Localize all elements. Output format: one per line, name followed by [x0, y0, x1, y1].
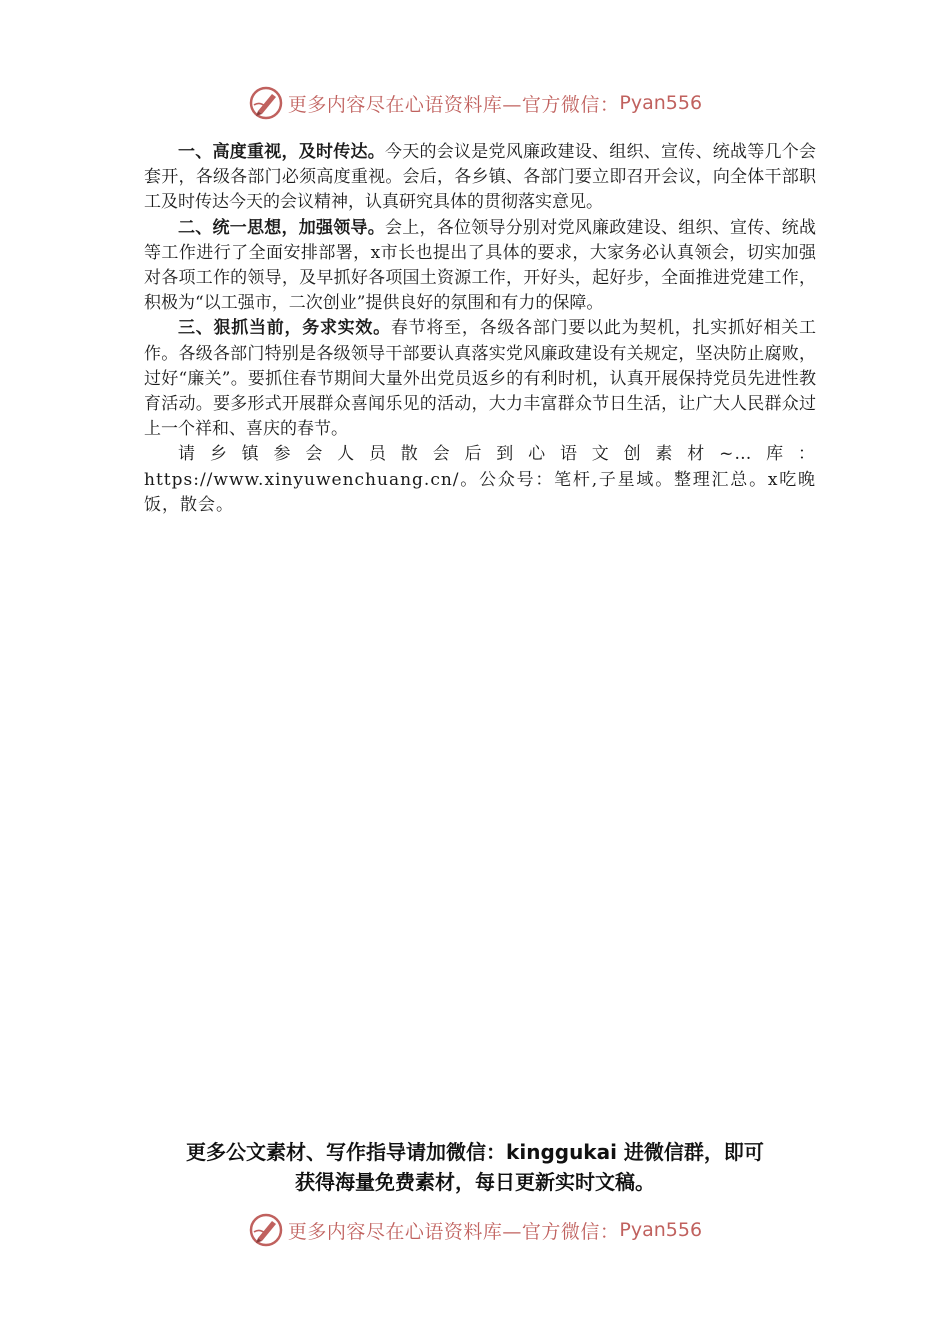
header-banner — [0, 83, 950, 123]
paragraph-body: 会上，各位领导分别对党风廉政建设、组织、宣传、统战等工作进行了全面安排部署，x市长也提出了具体的要求，大家务必认真领会，切实加强对各项工作的领导，及早抓好各项国土资源工作，开好头，起好步，全面推进党建工作，积极为“以工强市，二次创业”提供良好的氛围和有力的保障。 — [144, 217, 816, 314]
paragraph-heading: 一、高度重视，及时传达。 — [178, 142, 385, 162]
banner-wechat-id: Pyan556 — [619, 92, 703, 114]
pen-logo-icon — [248, 85, 284, 121]
banner-text: 更多内容尽在心语资料库—官方微信： — [287, 93, 620, 116]
document-body — [144, 140, 816, 518]
footer-note-line-2: 获得海量免费素材，每日更新实时文稿。 — [295, 1170, 655, 1194]
footer-note-line-1: 更多公文素材、写作指导请加微信：kinggukai 进微信群，即可 — [186, 1140, 764, 1164]
paragraph-body: 春节将至，各级各部门要以此为契机，扎实抓好相关工作。各级各部门特别是各级领导干部要认真落实党风廉政建设有关规定，坚决防止腐败，过好“廉关”。要抓住春节期间大量外出党员返乡的有利时机，认真开展保持党员先进性教育活动。要多形式开展群众喜闻乐见的活动，大力丰富群众节日生活，让广大人民群众过上一个祥和、喜庆的春节。 — [144, 318, 817, 440]
paragraph-heading: 三、狠抓当前，务求实效。 — [178, 318, 391, 339]
paragraph-3 — [144, 316, 816, 442]
footer-banner — [0, 1210, 950, 1250]
paragraph-2 — [144, 216, 816, 317]
banner-wechat-id: Pyan556 — [619, 1219, 703, 1241]
banner-text: 更多内容尽在心语资料库—官方微信： — [287, 1220, 620, 1243]
footer-note — [100, 1137, 850, 1197]
pen-logo-icon — [248, 1212, 284, 1248]
closing-paragraph: 请乡镇参会人员散会后到心语文创素材~…库：https://www.xinyuwenchuang.cn/。公众号：笔杆,子星域。整理汇总。x吃晚饭，散会。 — [144, 444, 816, 515]
paragraph-heading: 二、统一思想，加强领导。 — [178, 217, 385, 238]
paragraph-body: 今天的会议是党风廉政建设、组织、宣传、统战等几个会套开，各级各部门必须高度重视。会后，各乡镇、各部门要立即召开会议，向全体干部职工及时传达今天的会议精神，认真研究具体的贯彻落实意见。 — [144, 142, 816, 213]
paragraph-1 — [144, 140, 816, 216]
